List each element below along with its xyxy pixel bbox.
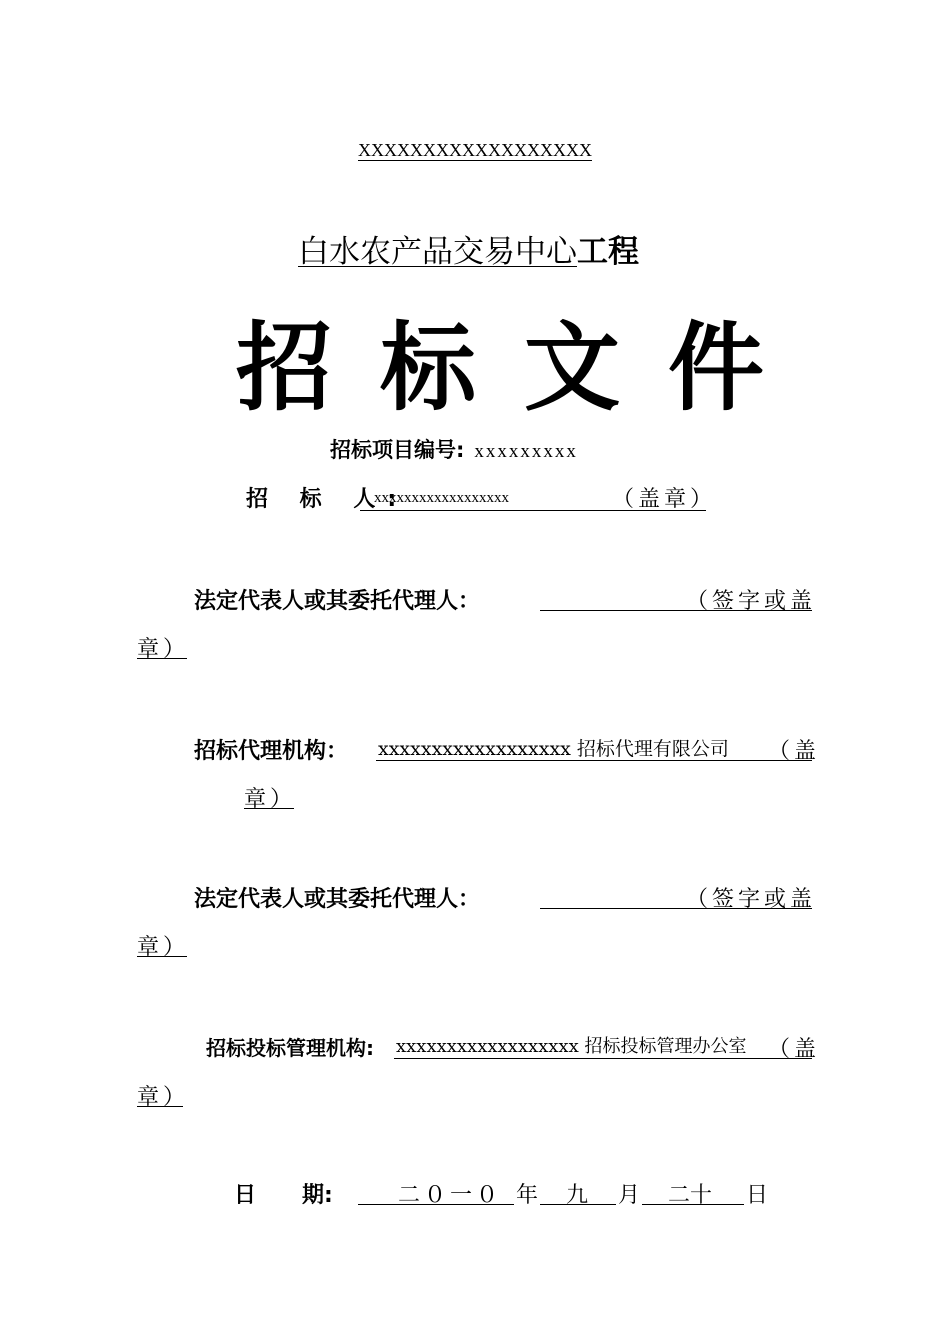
legal-rep-2-seal-cont: 章） <box>137 935 190 960</box>
agency-label: 招标代理机构： <box>194 739 349 764</box>
date-year-unit: 年 <box>516 1183 539 1208</box>
date-year-underline <box>358 1204 514 1205</box>
date-month[interactable]: 九 <box>566 1183 589 1208</box>
project-code: XXXXXXXXXXXXXXXXXX <box>358 140 592 160</box>
legal-rep-1-label: 法定代表人或其委托代理人： <box>194 589 481 614</box>
date-label: 日 期: <box>234 1183 333 1208</box>
agency-underline <box>376 760 812 761</box>
agency-seal: （盖 <box>768 739 821 764</box>
agency-seal-cont: 章） <box>244 787 297 812</box>
legal-rep-1-seal-cont: 章） <box>137 637 190 662</box>
agency-seal-underline <box>244 808 294 809</box>
document-title: 招标文件 <box>236 311 812 424</box>
tender-number-value: xxxxxxxxx <box>474 441 578 462</box>
legal-rep-1-seal: （签字或盖 <box>686 589 817 614</box>
management-seal: （盖 <box>768 1037 821 1062</box>
date-month-unit: 月 <box>618 1183 641 1208</box>
management-seal-cont: 章） <box>137 1085 190 1110</box>
date-row <box>234 1178 333 1209</box>
management-label: 招标投标管理机构: <box>206 1036 374 1060</box>
tenderer-value: xxxxxxxxxxxxxxxxxx <box>374 490 509 506</box>
date-year[interactable]: 二０一０ <box>398 1183 503 1208</box>
agency-value: xxxxxxxxxxxxxxxxxx 招标代理有限公司 <box>378 738 729 760</box>
tenderer-seal: （盖章） <box>612 487 717 512</box>
tender-number-label: 招标项目编号: <box>330 438 465 462</box>
date-day-unit: 日 <box>746 1183 769 1208</box>
legal-rep-2-seal-underline <box>137 956 187 957</box>
tender-number-row <box>330 434 578 464</box>
date-day[interactable]: 二十 <box>668 1183 713 1208</box>
management-seal-underline <box>137 1106 183 1107</box>
legal-rep-2-label: 法定代表人或其委托代理人： <box>194 887 481 912</box>
management-underline <box>394 1058 812 1059</box>
tenderer-label: 招 标 人: <box>246 487 409 512</box>
legal-rep-1-seal-underline <box>137 658 187 659</box>
project-name-suffix: 工程 <box>577 234 639 270</box>
tenderer-underline <box>360 510 706 511</box>
project-name-main: 白水农产品交易中心 <box>298 234 577 270</box>
project-name <box>298 226 639 271</box>
project-code-underline-tail <box>590 140 596 161</box>
date-day-underline <box>642 1204 744 1205</box>
management-value: xxxxxxxxxxxxxxxxxx 招标投标管理办公室 <box>396 1036 747 1057</box>
legal-rep-2-seal: （签字或盖 <box>686 887 817 912</box>
date-month-underline <box>540 1204 616 1205</box>
